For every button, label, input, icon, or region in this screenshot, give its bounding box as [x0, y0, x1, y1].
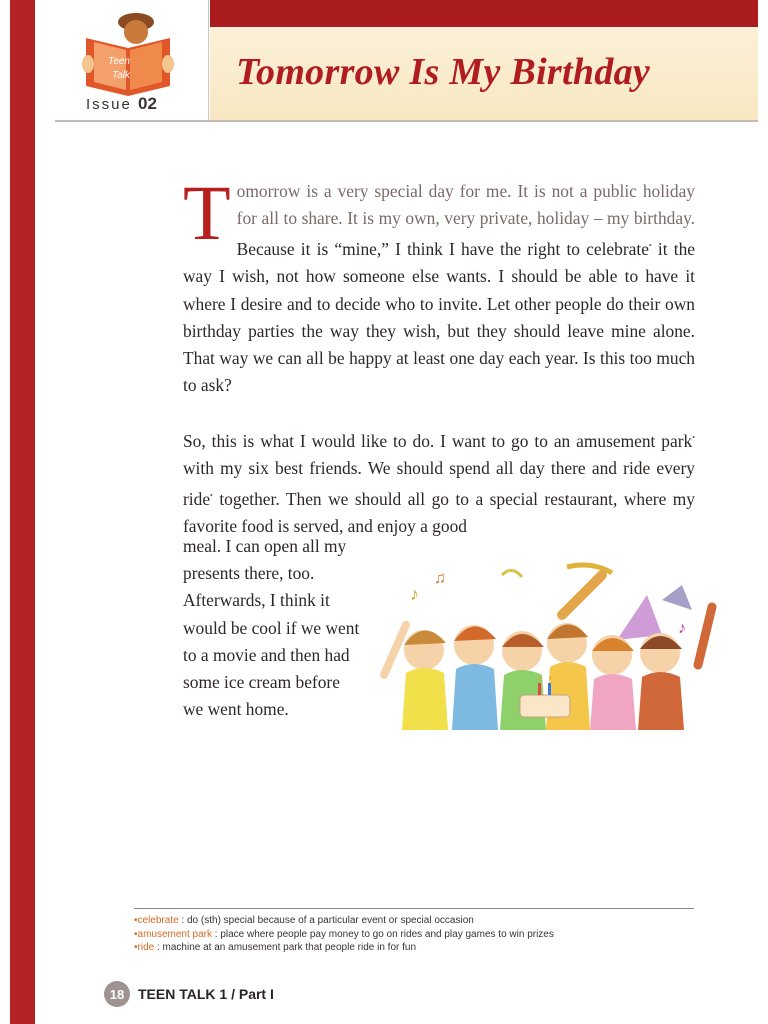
left-accent-bar — [10, 0, 35, 1024]
glossary-item — [134, 928, 734, 942]
glossary-item — [134, 941, 734, 955]
issue-label — [86, 94, 157, 114]
article-paragraph-3: meal. I can open all my presents there, too. Afterwards, I think it would be cool if we went to a movie and then had some ice cream before we went home. — [183, 536, 360, 720]
header-red-strip — [210, 0, 758, 27]
svg-text:♪: ♪ — [678, 620, 686, 637]
page-number-badge: 18 — [104, 981, 130, 1007]
glossary-definition: : machine at an amusement park that people ride in for fun — [154, 942, 417, 953]
svg-text:♫: ♫ — [434, 570, 446, 587]
paragraph-2-text-b: with my six best friends. We should spend all day there and ride every ride — [183, 458, 695, 509]
header-rule — [55, 120, 758, 122]
paragraph-2-text-c: together. Then we should all go to a special restaurant, where my favorite food is served, and enjoy a good — [183, 489, 695, 537]
glossary-term: amusement park — [137, 928, 212, 940]
teen-talk-book-logo — [78, 8, 178, 98]
svg-text:♪: ♪ — [410, 584, 419, 604]
footnote-marker: • — [210, 491, 213, 501]
page-footer — [104, 981, 274, 1007]
glossary-bullet: • — [134, 928, 138, 940]
glossary-rule — [134, 908, 694, 909]
paragraph-1-text-a: Because it is “mine,” I think I have the right to celebrate — [236, 239, 649, 260]
glossary-bullet: • — [134, 942, 138, 953]
article-paragraph-1 — [183, 169, 696, 399]
paragraph-2-text-a: So, this is what I would like to do. I want to go to an amusement park — [183, 430, 693, 451]
footnote-marker: • — [692, 433, 695, 442]
article-paragraph-2 — [183, 424, 695, 540]
glossary-definition: : place where people pay money to go on rides and play games to win prizes — [212, 928, 554, 940]
page-title: Tomorrow Is My Birthday — [236, 51, 651, 93]
footnote-marker: • — [648, 241, 652, 251]
glossary-definition: : do (sth) special because of a particular event or special occasion — [178, 915, 474, 926]
paragraph-1-lead: omorrow is a very special day for me. It is not a public holiday for all to share. It is my own, very private, holiday – my birthday. — [236, 181, 695, 229]
glossary-bullet: • — [134, 915, 138, 926]
issue-word: Issue — [86, 96, 132, 113]
glossary-item — [134, 914, 734, 928]
header-divider — [208, 0, 209, 122]
glossary — [134, 914, 734, 955]
glossary-term: celebrate — [137, 915, 179, 926]
issue-number: 02 — [138, 94, 157, 113]
footer-book-title: TEEN TALK 1 / Part I — [138, 986, 274, 1002]
dropcap-letter: T — [183, 169, 231, 256]
birthday-party-illustration — [362, 555, 742, 730]
glossary-term: ride — [137, 942, 155, 953]
logo-text-2: Talk — [112, 70, 130, 81]
logo-text-1: Teen — [108, 56, 130, 67]
paragraph-1-text-b: it the way I wish, not how someone else wants. I should be able to have it where I desire and to decide who to invite. Let other people do their own birthday parties the way they wish, but they should leave mine alone. That way we can all be happy at least one day each year. Is this too much to ask? — [183, 239, 696, 396]
